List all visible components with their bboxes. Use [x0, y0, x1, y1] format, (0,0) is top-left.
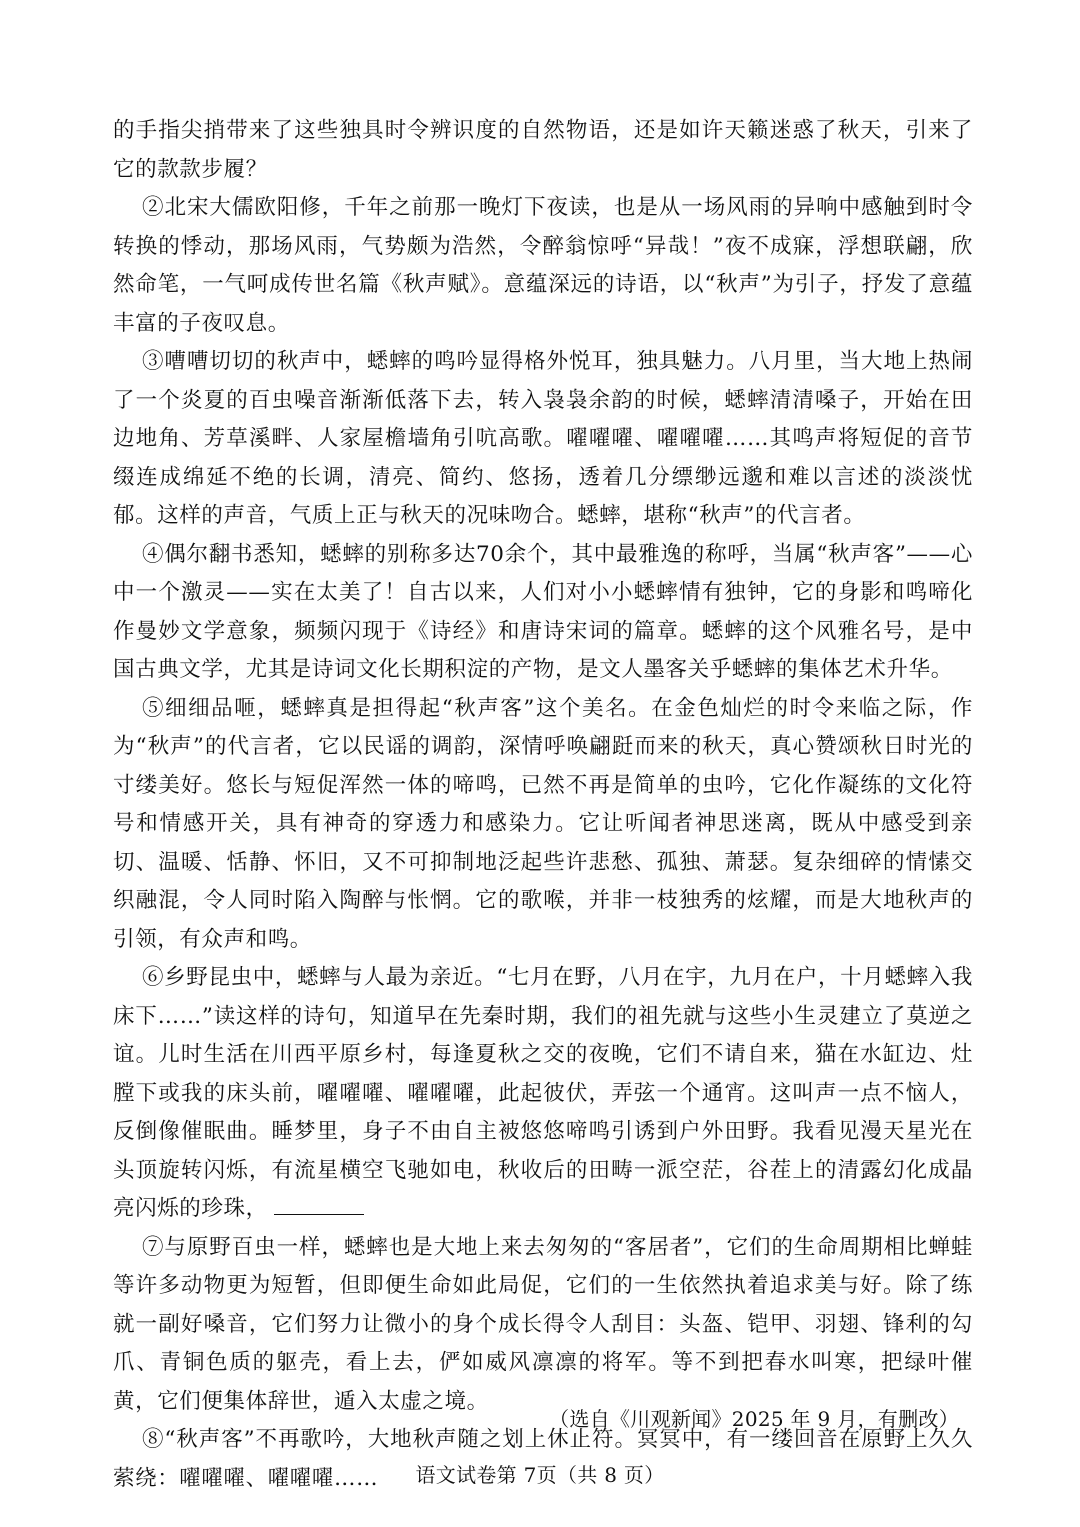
page-footer: 语文试卷第 7页（共 8 页）: [415, 1463, 665, 1487]
paragraph-8: ⑧“秋声客”不再歌吟，大地秋声随之划上休止符。冥冥中，有一缕回音在原野上久久萦绕：嚁嚁嚁、嚁嚁嚁……: [113, 1427, 973, 1491]
fill-in-blank-line: [274, 1194, 364, 1215]
paragraph-4: ④偶尔翻书悉知，蟋蟀的别称多达70余个，其中最雅逸的称呼，当属“秋声客”——心中一个激灵——实在太美了！自古以来，人们对小小蟋蟀情有独钟，它的身影和鸣啼化作曼妙文学意象，频频闪现于《诗经》和唐诗宋词的篇章。蟋蟀的这个风雅名号，是中国古典文学，尤其是诗词文化长期积淀的产物，是文人墨客关乎蟋蟀的集体艺术升华。: [113, 541, 973, 682]
paragraph-6-text: ⑥乡野昆虫中，蟋蟀与人最为亲近。“七月在野，八月在宇，九月在户，十月蟋蟀入我床下……”读这样的诗句，知道早在先秦时期，我们的祖先就与这些小生灵建立了莫逆之谊。儿时生活在川西平原乡村，每逢夏秋之交的夜晚，它们不请自来，猫在水缸边、灶膛下或我的床头前，嚁嚁嚁、嚁嚁嚁，此起彼伏，弄弦一个通宵。这叫声一点不恼人，反倒像催眠曲。睡梦里，身子不由自主被悠悠啼鸣引诱到户外田野。我看见漫天星光在头顶旋转闪烁，有流星横空飞驰如电，秋收后的田畴一派空茫，谷茬上的清露幻化成晶亮闪烁的珍珠，: [113, 965, 973, 1221]
paragraph-5: ⑤细细品咂，蟋蟀真是担得起“秋声客”这个美名。在金色灿烂的时令来临之际，作为“秋声”的代言者，它以民谣的调韵，深情呼唤翩跹而来的秋天，真心赞颂秋日时光的寸缕美好。悠长与短促浑然一体的啼鸣，已然不再是简单的虫吟，它化作凝练的文化符号和情感开关，具有神奇的穿透力和感染力。它让听闻者神思迷离，既从中感受到亲切、温暖、恬静、怀旧，又不可抑制地泛起些许悲愁、孤独、萧瑟。复杂细碎的情愫交织融混，令人同时陷入陶醉与怅惘。它的歌喉，并非一枝独秀的炫耀，而是大地秋声的引领，有众声和鸣。: [113, 695, 973, 952]
source-note: （选自《川观新闻》2025 年 9 月，有删改）: [549, 1407, 959, 1431]
paragraph-6: [113, 959, 973, 1229]
paragraph-continued: 的手指尖捎带来了这些独具时令辨识度的自然物语，还是如许天籁迷惑了秋天，引来了它的款款步履？: [113, 118, 973, 182]
paragraph-2: ②北宋大儒欧阳修，千年之前那一晚灯下夜读，也是从一场风雨的异响中感触到时令转换的悸动，那场风雨，气势颇为浩然，令醉翁惊呼“异哉！”夜不成寐，浮想联翩，欣然命笔，一气呵成传世名篇《秋声赋》。意蕴深远的诗语，以“秋声”为引子，抒发了意蕴丰富的子夜叹息。: [113, 195, 973, 336]
paragraph-3: ③嘈嘈切切的秋声中，蟋蟀的鸣吟显得格外悦耳，独具魅力。八月里，当大地上热闹了一个炎夏的百虫噪音渐渐低落下去，转入袅袅余韵的时候，蟋蟀清清嗓子，开始在田边地角、芳草溪畔、人家屋檐墙角引吭高歌。嚁嚁嚁、嚁嚁嚁……其鸣声将短促的音节缀连成绵延不绝的长调，清亮、简约、悠扬，透着几分缥缈远邈和难以言述的淡淡忧郁。这样的声音，气质上正与秋天的况味吻合。蟋蟀，堪称“秋声”的代言者。: [113, 349, 973, 528]
paragraph-7: ⑦与原野百虫一样，蟋蟀也是大地上来去匆匆的“客居者”，它们的生命周期相比蝉蛙等许多动物更为短暂，但即便生命如此局促，它们的一生依然执着追求美与好。除了练就一副好嗓音，它们努力让微小的身个成长得令人刮目：头盔、铠甲、羽翅、锋利的勾爪、青铜色质的躯壳，看上去，俨如威风凛凛的将军。等不到把春水叫寒，把绿叶催黄，它们便集体辞世，遁入太虚之境。: [113, 1234, 973, 1414]
article-body: [113, 112, 973, 1498]
